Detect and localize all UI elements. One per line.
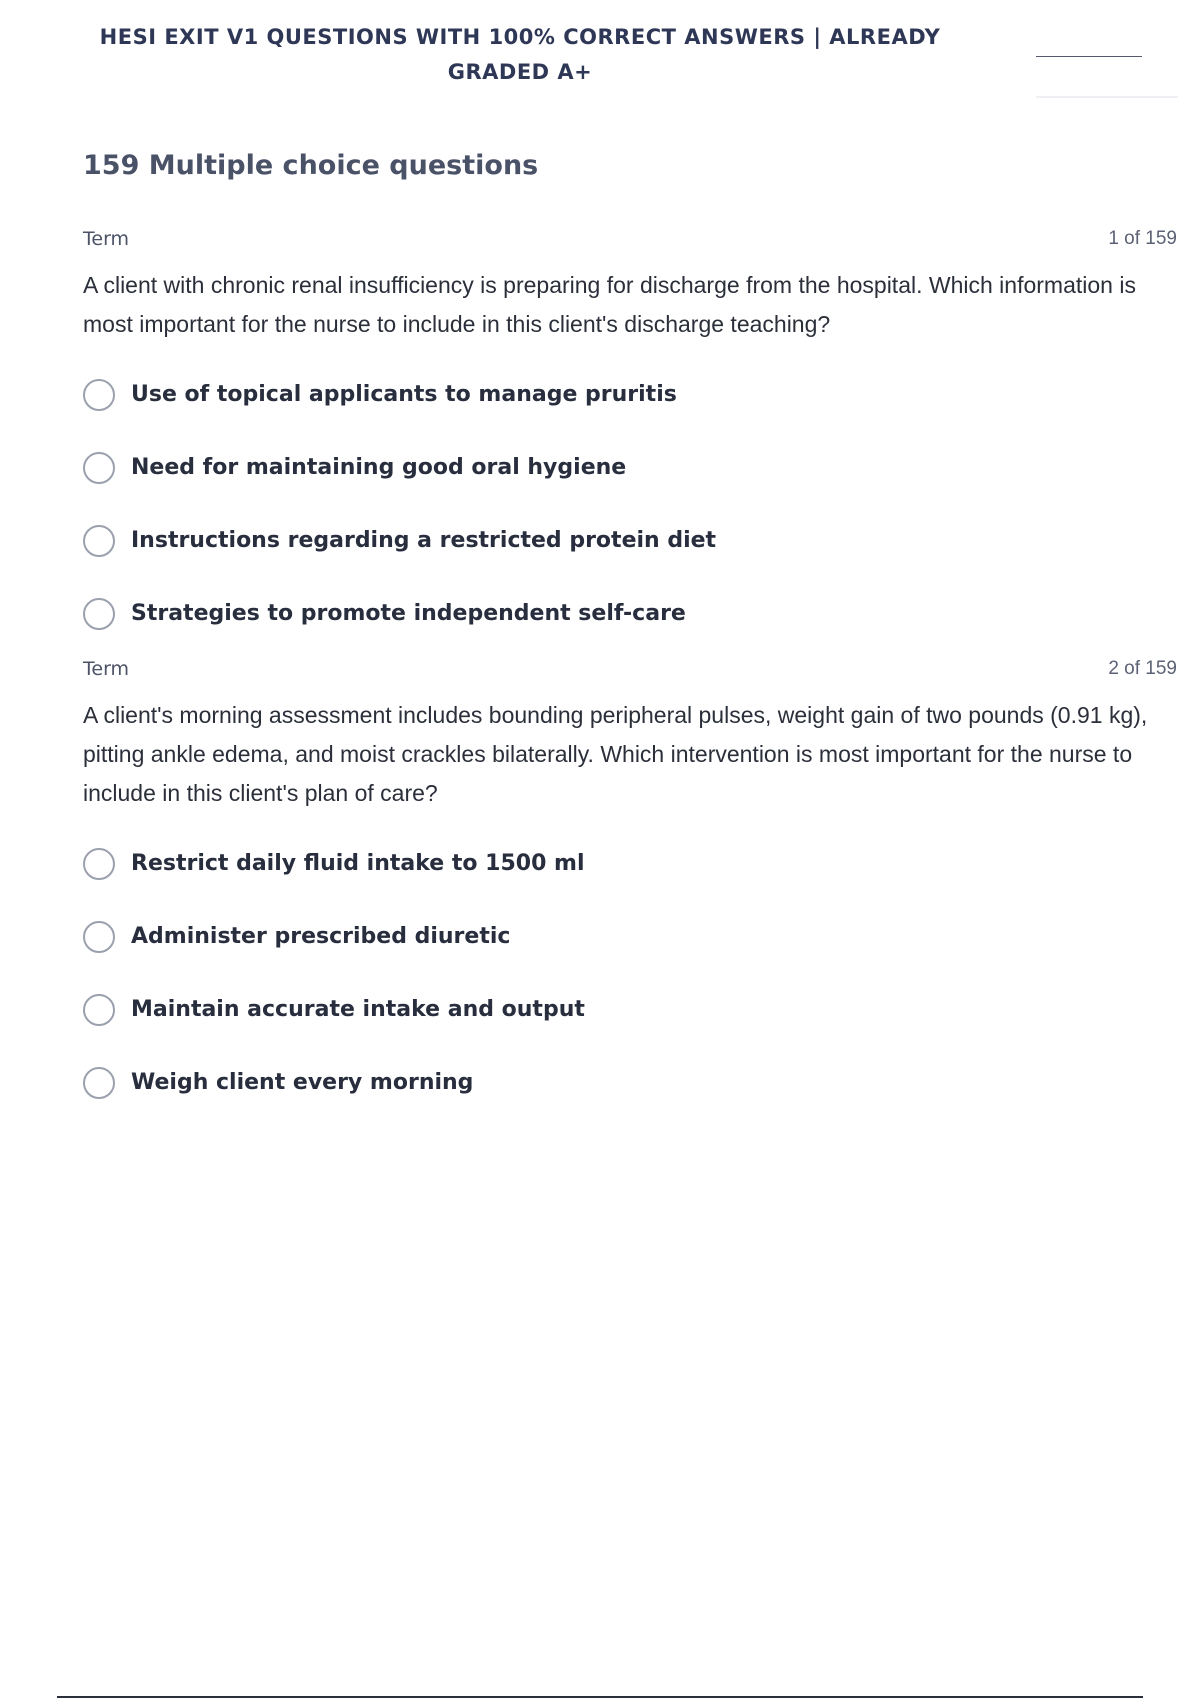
radio-button-icon[interactable]	[83, 598, 115, 630]
answer-option[interactable]	[83, 431, 1177, 504]
answer-option-label: Instructions regarding a restricted protein diet	[131, 528, 717, 553]
answer-option[interactable]	[83, 577, 1177, 650]
answer-option[interactable]	[83, 973, 1177, 1046]
radio-button-icon[interactable]	[83, 379, 115, 411]
radio-button-icon[interactable]	[83, 921, 115, 953]
question-counter: 1 of 159	[1108, 228, 1177, 249]
document-title-line-2: GRADED A+	[447, 60, 593, 84]
answer-option[interactable]	[83, 900, 1177, 973]
answer-option-label: Restrict daily fluid intake to 1500 ml	[131, 851, 585, 876]
answer-option-label: Use of topical applicants to manage pruritis	[131, 382, 677, 407]
radio-button-icon[interactable]	[83, 994, 115, 1026]
term-label: Term	[83, 228, 130, 250]
header-divider	[1036, 56, 1142, 57]
answer-option[interactable]	[83, 1046, 1177, 1119]
answer-option-label: Strategies to promote independent self-care	[131, 601, 686, 626]
term-label: Term	[83, 658, 130, 680]
header-divider-light	[1036, 96, 1178, 98]
answer-option[interactable]	[83, 504, 1177, 577]
section-title: 159 Multiple choice questions	[83, 150, 539, 181]
answer-option-label: Maintain accurate intake and output	[131, 997, 585, 1022]
radio-button-icon[interactable]	[83, 848, 115, 880]
question-text: A client with chronic renal insufficiency is preparing for discharge from the hospital. Which information is most important for the nurse to include in this client's discharge teaching?	[83, 272, 1136, 337]
answer-options	[83, 827, 1177, 1119]
question-card-2	[83, 658, 1177, 1119]
question-header	[83, 658, 1177, 684]
radio-button-icon[interactable]	[83, 525, 115, 557]
answer-option-label: Administer prescribed diuretic	[131, 924, 511, 949]
question-card-1	[83, 228, 1177, 650]
answer-option-label: Need for maintaining good oral hygiene	[131, 455, 627, 480]
radio-button-icon[interactable]	[83, 452, 115, 484]
question-header	[83, 228, 1177, 254]
answer-option-label: Weigh client every morning	[131, 1070, 474, 1095]
question-counter: 2 of 159	[1108, 658, 1177, 679]
answer-options	[83, 358, 1177, 650]
answer-option[interactable]	[83, 358, 1177, 431]
radio-button-icon[interactable]	[83, 1067, 115, 1099]
footer-divider	[57, 1696, 1143, 1698]
document-title-line-1: HESI EXIT V1 QUESTIONS WITH 100% CORRECT ANSWERS | ALREADY	[99, 25, 941, 49]
document-header	[70, 20, 970, 90]
answer-option[interactable]	[83, 827, 1177, 900]
question-text: A client's morning assessment includes bounding peripheral pulses, weight gain of two pounds (0.91 kg), pitting ankle edema, and moist crackles bilaterally. Which intervention is most important for the nurse to include in this client's plan of care?	[83, 702, 1148, 806]
